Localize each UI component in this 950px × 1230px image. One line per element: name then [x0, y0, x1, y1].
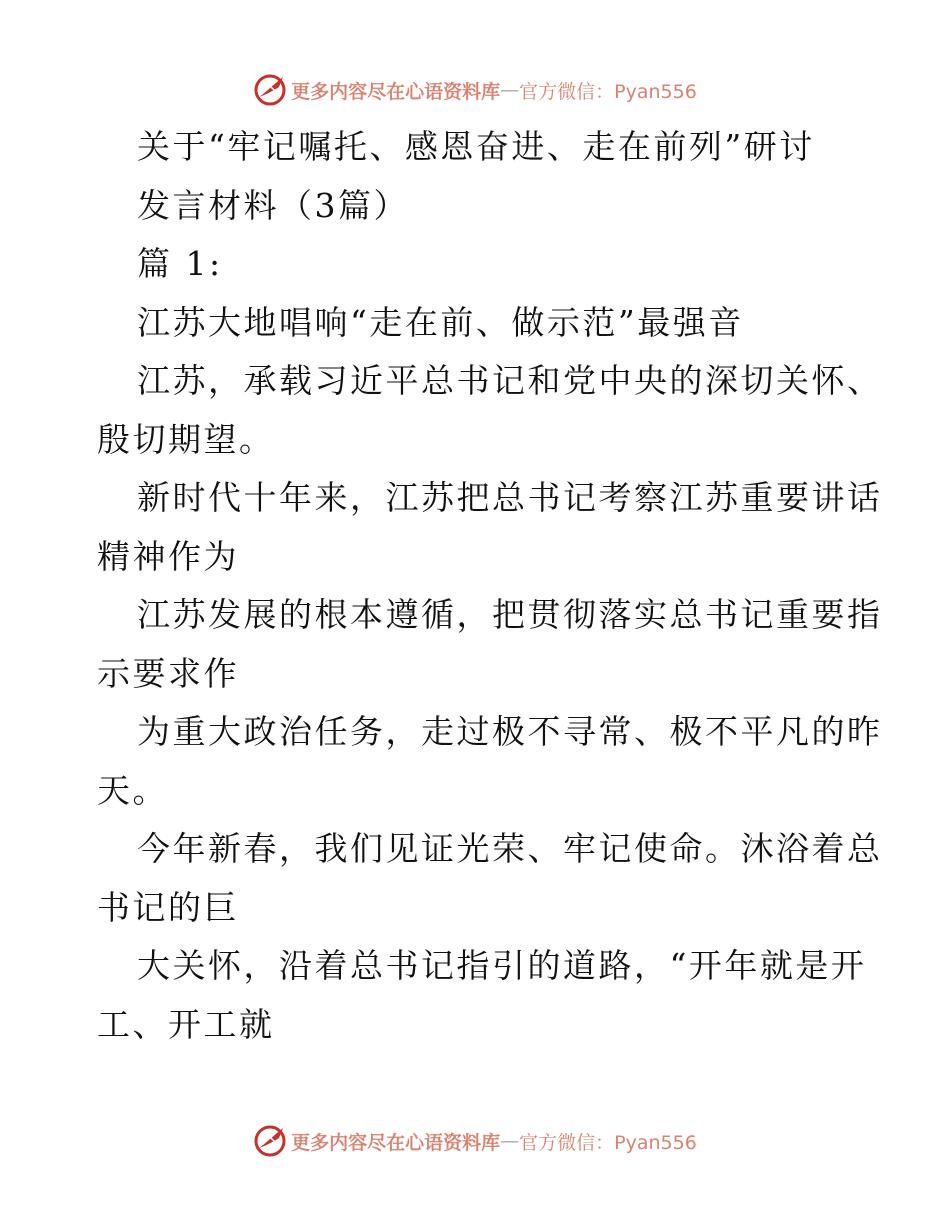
footer-separator: — [500, 1130, 520, 1152]
document-body [97, 118, 883, 1054]
header-watermark [0, 70, 950, 110]
header-separator: — [500, 79, 520, 101]
text-line: 江苏大地唱响“走在前、做示范”最强音 [137, 302, 744, 342]
text-line: 示要求作 [97, 653, 239, 693]
header-wechat-text: 官方微信：Pyan556 [519, 80, 697, 103]
text-line: 工、开工就 [97, 1004, 275, 1044]
pen-nib-logo-icon [253, 1124, 287, 1158]
text-line: 天。 [97, 770, 168, 810]
footer-brand-text: 更多内容尽在心语资料库 [291, 1131, 501, 1154]
text-line: 篇 1: [137, 244, 223, 283]
text-line: 书记的巨 [97, 887, 239, 927]
text-line: 发言材料（3篇） [137, 185, 409, 225]
text-line: 新时代十年来，江苏把总书记考察江苏重要讲话 [137, 478, 883, 517]
footer-watermark [0, 1121, 950, 1161]
text-line: 关于“牢记嘱托、感恩奋进、走在前列”研讨 [137, 127, 815, 166]
footer-wechat-text: 官方微信：Pyan556 [519, 1131, 697, 1154]
text-line: 江苏发展的根本遵循，把贯彻落实总书记重要指 [137, 595, 883, 634]
text-line: 今年新春，我们见证光荣、牢记使命。沐浴着总 [137, 829, 883, 868]
text-line: 大关怀，沿着总书记指引的道路，“开年就是开 [137, 946, 867, 985]
header-brand-text: 更多内容尽在心语资料库 [291, 80, 501, 103]
text-line: 为重大政治任务，走过极不寻常、极不平凡的昨 [137, 712, 883, 751]
pen-nib-logo-icon [253, 73, 287, 107]
text-line: 殷切期望。 [97, 419, 275, 459]
text-line: 江苏，承载习近平总书记和党中央的深切关怀、 [137, 361, 883, 400]
text-line: 精神作为 [97, 536, 239, 576]
